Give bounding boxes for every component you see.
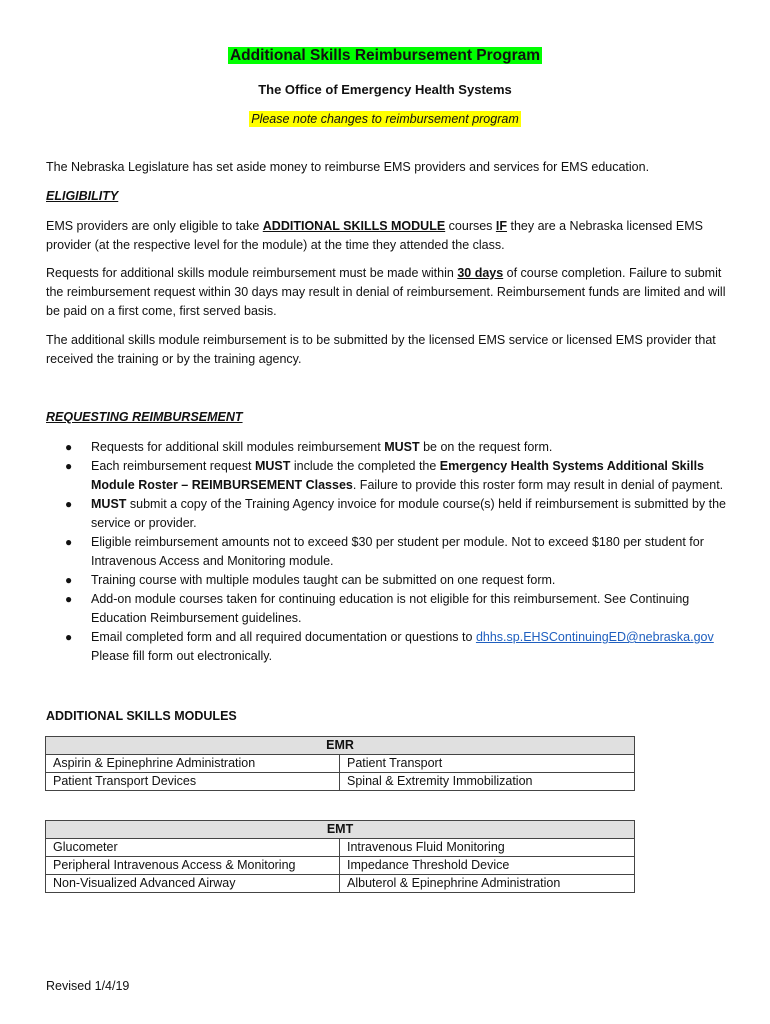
table-cell: Patient Transport [340,755,635,773]
emt-modules-table [45,820,635,893]
eligibility-heading: ELIGIBILITY [46,189,119,203]
table-cell: Peripheral Intravenous Access & Monitoring [46,857,340,875]
eligibility-paragraph-1: EMS providers are only eligible to take ADDITIONAL SKILLS MODULE courses IF they are a Nebraska licensed EMS provider (at the respective level for the module) at the time they attended the class. [46,219,703,252]
emr-table-header: EMR [46,737,635,755]
emt-table-header: EMT [46,821,635,839]
change-note: Please note changes to reimbursement program [251,112,519,126]
list-item: ● Email completed form and all required documentation or questions to dhhs.sp.EHSContinuingED@nebraska.gov Please fill form out electronically. [65,630,714,663]
list-item: ● Eligible reimbursement amounts not to exceed $30 per student per module. Not to exceed $180 per student for Intravenous Access and Monitoring module. [65,535,704,568]
eligibility-paragraph-2: Requests for additional skills module reimbursement must be made within 30 days of course completion. Failure to submit the reimbursement request within 30 days may result in denial of reimbursement. Reimbursement funds are limited and will be paid on a first come, first served basis. [46,266,726,318]
table-row [46,857,635,875]
eligibility-paragraph-3: The additional skills module reimbursement is to be submitted by the licensed EMS service or licensed EMS provider that received the training or by the training agency. [46,333,716,366]
revision-date: Revised 1/4/19 [46,979,130,993]
table-cell: Intravenous Fluid Monitoring [340,839,635,857]
intro-paragraph: The Nebraska Legislature has set aside money to reimburse EMS providers and services for EMS education. [46,160,650,174]
bullet-icon: ● [65,592,73,606]
document-subtitle: The Office of Emergency Health Systems [258,82,512,97]
list-item: ● Each reimbursement request MUST include the completed the Emergency Health Systems Additional Skills Module Roster – REIMBURSEMENT Classes. Failure to provide this roster form may result in denial of payment. [65,459,724,492]
table-cell: Non-Visualized Advanced Airway [46,875,340,893]
table-row [46,773,635,791]
bullet-icon: ● [65,630,73,644]
bullet-icon: ● [65,497,73,511]
requesting-bullet-list [46,438,736,666]
table-cell: Spinal & Extremity Immobilization [340,773,635,791]
table-cell: Glucometer [46,839,340,857]
table-cell: Patient Transport Devices [46,773,340,791]
table-cell: Impedance Threshold Device [340,857,635,875]
table-cell: Aspirin & Epinephrine Administration [46,755,340,773]
bullet-icon: ● [65,573,73,587]
bullet-icon: ● [65,535,73,549]
table-row [46,755,635,773]
table-cell: Albuterol & Epinephrine Administration [340,875,635,893]
list-item: ● Requests for additional skill modules reimbursement MUST be on the request form. [46,438,736,457]
list-item: ● MUST submit a copy of the Training Agency invoice for module course(s) held if reimbursement is submitted by the service or provider. [65,497,727,530]
emr-modules-table [45,736,635,791]
modules-heading: ADDITIONAL SKILLS MODULES [46,709,237,723]
table-row [46,875,635,893]
document-title: Additional Skills Reimbursement Program [229,47,541,64]
email-link[interactable]: dhhs.sp.EHSContinuingED@nebraska.gov [475,630,714,644]
list-item: ● Add-on module courses taken for continuing education is not eligible for this reimbursement. See Continuing Education Reimbursement guidelines. [65,592,690,625]
list-item: ● Training course with multiple modules taught can be submitted on one request form. [46,571,736,590]
requesting-heading: REQUESTING REIMBURSEMENT [46,410,243,424]
table-row [46,839,635,857]
bullet-icon: ● [65,459,73,473]
bullet-icon: ● [65,440,73,454]
